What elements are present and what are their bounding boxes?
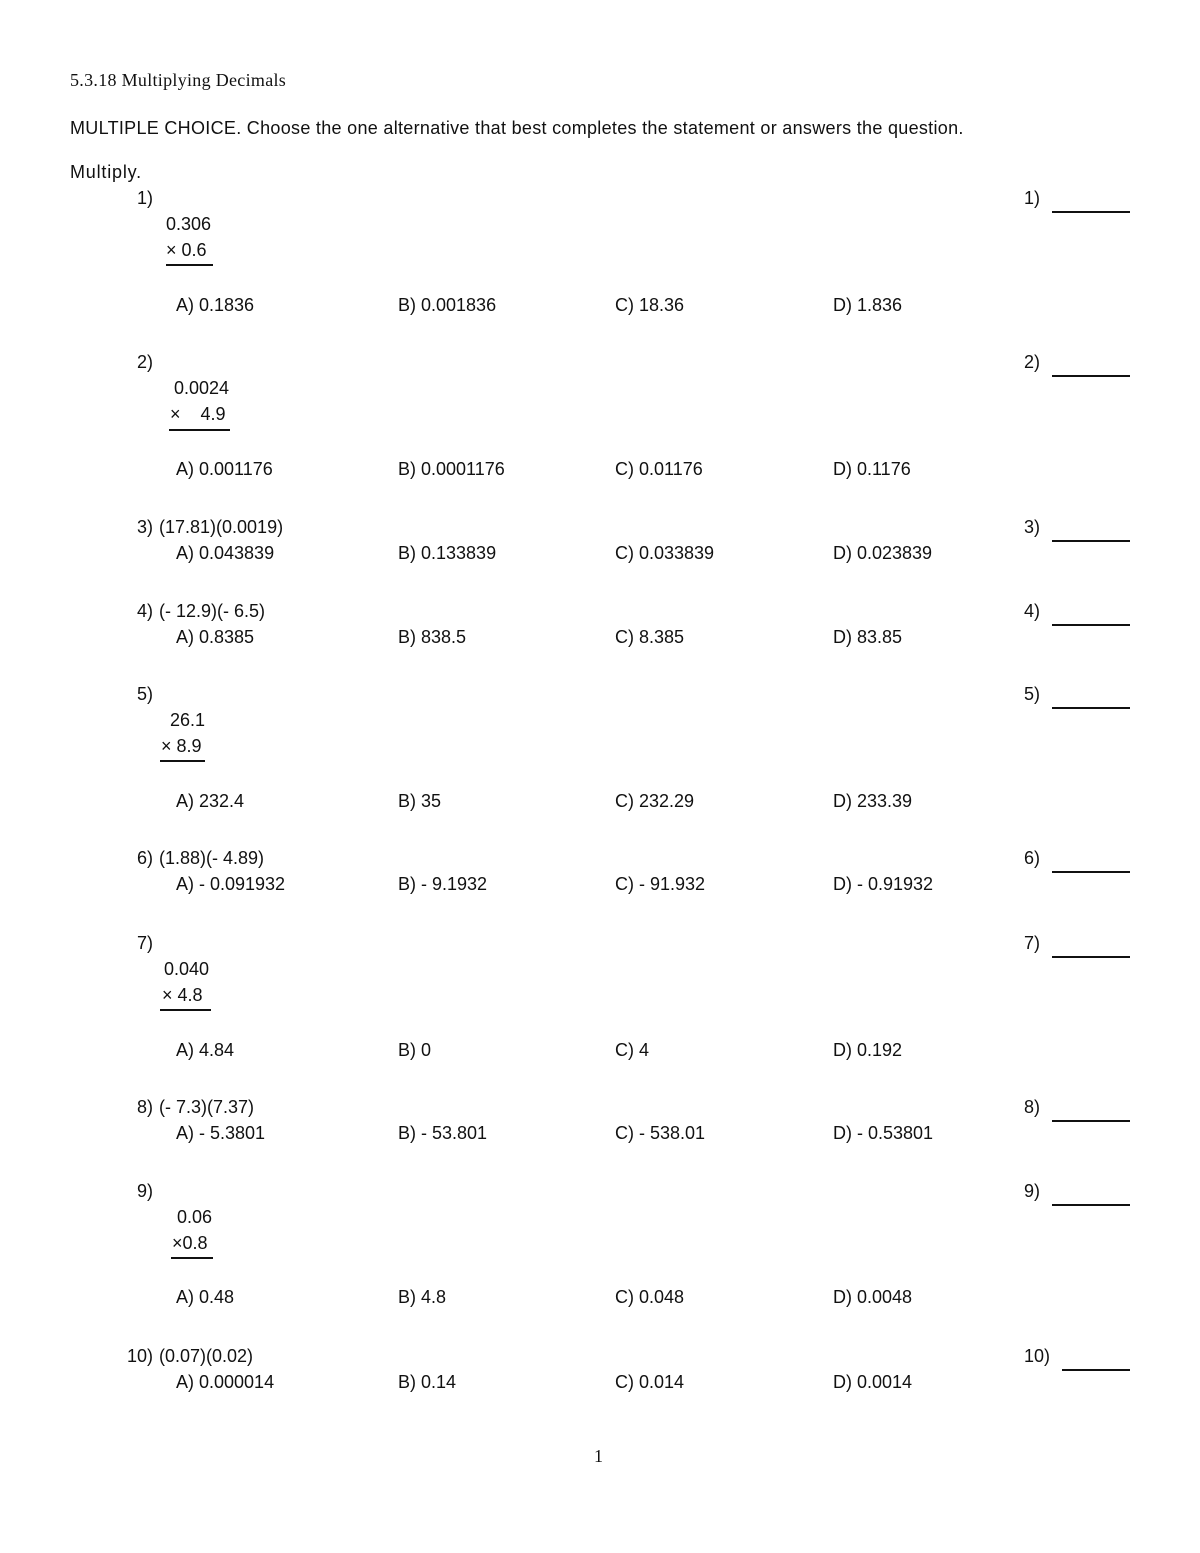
product-rule	[169, 429, 230, 431]
option-b: B) 0.14	[398, 1372, 457, 1392]
option-b: B) 838.5	[398, 627, 467, 647]
multiplicand: 0.0024	[174, 378, 230, 398]
option-a: A) 0.043839	[176, 543, 275, 563]
option-c: C) - 91.932	[615, 874, 706, 894]
expression: (- 12.9)(- 6.5)	[159, 601, 266, 621]
answer-label: 8)	[1024, 1097, 1041, 1117]
question-number: 1)	[137, 188, 154, 208]
page-number: 1	[594, 1446, 603, 1466]
option-c: C) 0.014	[615, 1372, 685, 1392]
option-a: A) 0.000014	[176, 1372, 275, 1392]
option-c: C) 8.385	[615, 627, 685, 647]
multiplicand: 26.1	[170, 710, 206, 730]
option-a: A) 232.4	[176, 791, 245, 811]
question-number: 2)	[137, 352, 154, 372]
answer-label: 6)	[1024, 848, 1041, 868]
option-d: D) 0.0014	[833, 1372, 913, 1392]
question-number: 3)	[137, 517, 154, 537]
question-number: 7)	[137, 933, 154, 953]
page-title: 5.3.18 Multiplying Decimals	[70, 70, 287, 90]
multiplier: ×0.8	[172, 1233, 208, 1253]
answer-label: 1)	[1024, 188, 1041, 208]
option-d: D) - 0.53801	[833, 1123, 934, 1143]
option-b: B) - 53.801	[398, 1123, 488, 1143]
multiplier: × 4.9	[170, 404, 226, 424]
option-d: D) 233.39	[833, 791, 913, 811]
answer-blank[interactable]	[1062, 1369, 1130, 1371]
option-b: B) - 9.1932	[398, 874, 488, 894]
option-c: C) - 538.01	[615, 1123, 706, 1143]
option-a: A) 0.48	[176, 1287, 235, 1307]
product-rule	[160, 760, 205, 762]
option-d: D) 0.1176	[833, 459, 911, 479]
answer-blank[interactable]	[1052, 956, 1130, 958]
answer-label: 10)	[1024, 1346, 1051, 1366]
answer-blank[interactable]	[1052, 707, 1130, 709]
expression: (0.07)(0.02)	[159, 1346, 254, 1366]
question-number: 5)	[137, 684, 154, 704]
option-b: B) 0.001836	[398, 295, 497, 315]
expression: (17.81)(0.0019)	[159, 517, 284, 537]
product-rule	[171, 1257, 213, 1259]
option-c: C) 0.01176	[615, 459, 703, 479]
option-a: A) 4.84	[176, 1040, 235, 1060]
option-c: C) 0.048	[615, 1287, 685, 1307]
answer-label: 9)	[1024, 1181, 1041, 1201]
option-b: B) 0.0001176	[398, 459, 505, 479]
multiplier: × 4.8	[162, 985, 203, 1005]
answer-blank[interactable]	[1052, 1120, 1130, 1122]
answer-blank[interactable]	[1052, 1204, 1130, 1206]
option-b: B) 0	[398, 1040, 432, 1060]
option-d: D) 0.0048	[833, 1287, 913, 1307]
answer-blank[interactable]	[1052, 211, 1130, 213]
option-d: D) 0.192	[833, 1040, 903, 1060]
option-c: C) 18.36	[615, 295, 685, 315]
option-d: D) 1.836	[833, 295, 903, 315]
multiplier: × 0.6	[166, 240, 207, 260]
question-number: 10)	[127, 1346, 154, 1366]
multiplicand: 0.06	[177, 1207, 213, 1227]
answer-blank[interactable]	[1052, 624, 1130, 626]
option-a: A) 0.8385	[176, 627, 255, 647]
section-heading: Multiply.	[70, 162, 142, 182]
expression: (1.88)(- 4.89)	[159, 848, 265, 868]
answer-blank[interactable]	[1052, 540, 1130, 542]
option-a: A) 0.001176	[176, 459, 273, 479]
product-rule	[166, 264, 213, 266]
answer-label: 2)	[1024, 352, 1041, 372]
multiplier: × 8.9	[161, 736, 202, 756]
expression: (- 7.3)(7.37)	[159, 1097, 255, 1117]
option-b: B) 4.8	[398, 1287, 447, 1307]
option-d: D) - 0.91932	[833, 874, 934, 894]
question-number: 9)	[137, 1181, 154, 1201]
option-b: B) 0.133839	[398, 543, 497, 563]
answer-label: 7)	[1024, 933, 1041, 953]
question-number: 8)	[137, 1097, 154, 1117]
answer-blank[interactable]	[1052, 871, 1130, 873]
answer-blank[interactable]	[1052, 375, 1130, 377]
option-a: A) - 0.091932	[176, 874, 286, 894]
question-number: 6)	[137, 848, 154, 868]
answer-label: 3)	[1024, 517, 1041, 537]
answer-label: 4)	[1024, 601, 1041, 621]
product-rule	[160, 1009, 211, 1011]
option-a: A) - 5.3801	[176, 1123, 266, 1143]
option-d: D) 83.85	[833, 627, 903, 647]
option-a: A) 0.1836	[176, 295, 255, 315]
option-b: B) 35	[398, 791, 442, 811]
answer-label: 5)	[1024, 684, 1041, 704]
question-number: 4)	[137, 601, 154, 621]
option-c: C) 232.29	[615, 791, 695, 811]
option-c: C) 4	[615, 1040, 650, 1060]
multiplicand: 0.040	[164, 959, 210, 979]
multiplicand: 0.306	[166, 214, 212, 234]
option-c: C) 0.033839	[615, 543, 715, 563]
instructions: MULTIPLE CHOICE. Choose the one alternative that best completes the statement or answers the question.	[70, 118, 964, 138]
option-d: D) 0.023839	[833, 543, 933, 563]
